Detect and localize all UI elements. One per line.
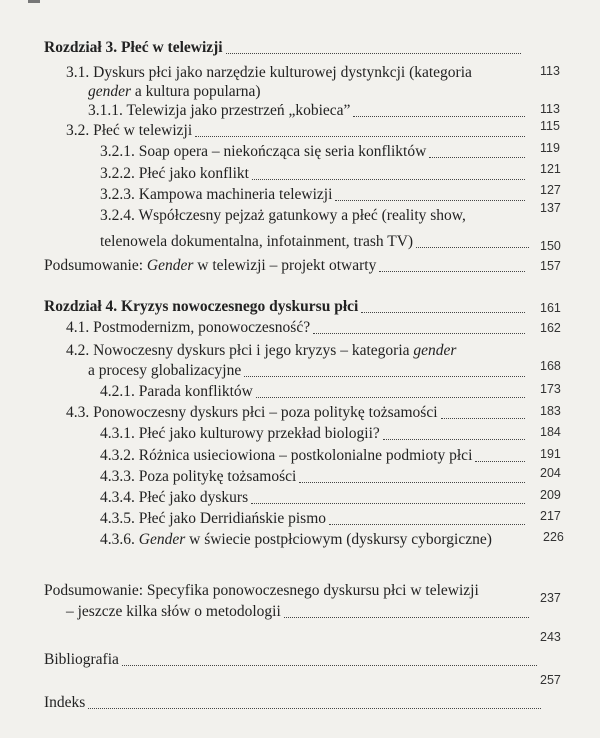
term-gender: Gender [146, 257, 194, 274]
section-title-pre: 4.2. Nowoczesny dyskurs płci i jego kryzys – kategoria [66, 342, 410, 359]
toc-title [100, 531, 492, 548]
toc-section-3-1 [66, 63, 472, 83]
summary-prefix: Podsumowanie: [44, 257, 144, 274]
page-number: 226 [543, 530, 564, 544]
page-number: 168 [540, 359, 561, 373]
page-number: 162 [540, 321, 561, 335]
toc-title-cont: a procesy globalizacyjne [88, 362, 242, 379]
toc-title: 4.3.4. Płeć jako dyskurs [100, 489, 249, 506]
toc-section-4-1 [66, 318, 528, 338]
toc-title: 3.1. Dyskurs płci jako narzędzie kulturowej dystynkcji (kategoria [66, 64, 472, 81]
toc-summary-ch3 [44, 256, 528, 276]
page-number: 204 [540, 466, 561, 480]
leader-dots [88, 708, 541, 709]
leader-dots [429, 157, 525, 158]
leader-dots [353, 116, 525, 117]
page-number: 209 [540, 488, 561, 502]
toc-chapter-3 [44, 38, 524, 58]
toc-section-3-1-cont [88, 82, 528, 102]
toc-section-3-2-1 [100, 142, 528, 162]
toc-title-rest: a kultura popularna) [134, 83, 261, 100]
leader-dots [361, 312, 525, 313]
toc-title: 4.3.5. Płeć jako Derridiańskie pismo [100, 510, 326, 527]
page-number: 119 [540, 141, 560, 155]
leader-dots [475, 461, 525, 462]
leader-dots [251, 503, 525, 504]
toc-section-4-2-cont [88, 361, 528, 381]
toc-section-3-2 [66, 121, 528, 141]
toc-summary-ch4-cont [66, 602, 532, 622]
toc-title: 4.3.2. Różnica usieciowiona – postkolonialne podmioty płci [100, 447, 473, 464]
toc-summary-ch4 [44, 581, 479, 601]
toc-section-4-3 [66, 403, 528, 423]
toc-title: Podsumowanie: Specyfika ponowoczesnego dyskursu płci w telewizji [44, 582, 479, 599]
toc-section-3-2-4 [100, 206, 466, 226]
toc-section-3-2-2 [100, 164, 528, 184]
page-number: 115 [540, 119, 560, 133]
toc-title: 3.2.4. Współczesny pejzaż gatunkowy a płeć (reality show, [100, 207, 466, 224]
toc-index [44, 693, 544, 713]
toc-section-4-3-1 [100, 424, 528, 444]
toc-section-4-3-5 [100, 509, 528, 529]
page-number: 113 [540, 102, 560, 116]
toc-title-cont: telenowela dokumentalna, infotainment, trash TV) [100, 233, 414, 250]
toc-title [44, 256, 376, 276]
leader-dots [313, 333, 525, 334]
leader-dots [195, 136, 525, 137]
section-number: 4.3.6. [100, 531, 139, 548]
leader-dots [416, 247, 529, 248]
toc-section-3-1-1 [88, 101, 528, 121]
page-number: 184 [540, 425, 561, 439]
page-number: 173 [540, 382, 561, 396]
leader-dots [256, 397, 525, 398]
page-number: 150 [540, 239, 561, 253]
leader-dots [226, 53, 521, 54]
leader-dots [441, 418, 525, 419]
leader-dots [122, 665, 537, 666]
toc-section-4-3-2 [100, 446, 528, 466]
leader-dots [244, 376, 525, 377]
section-title-rest: w świecie postpłciowym (dyskursy cyborgiczne) [189, 531, 492, 548]
term-text: Gender [138, 531, 186, 548]
toc-title: Indeks [44, 694, 86, 711]
leader-dots [252, 179, 525, 180]
page-number: 161 [540, 301, 561, 315]
page-number: 157 [540, 259, 561, 273]
page-edge-mark [28, 0, 40, 3]
leader-dots [329, 524, 525, 525]
leader-dots [299, 482, 525, 483]
leader-dots [335, 200, 525, 201]
toc-title: Rozdział 4. Kryzys nowoczesnego dyskursu płci [44, 298, 359, 315]
toc-title-cont: – jeszcze kilka słów o metodologii [66, 603, 281, 620]
toc-title: 3.2.2. Płeć jako konflikt [100, 165, 249, 182]
page-number: 113 [540, 64, 560, 78]
toc-chapter-4 [44, 297, 528, 317]
toc-title: Rozdział 3. Płeć w telewizji [44, 39, 223, 56]
toc-bibliography [44, 650, 540, 670]
page-number: 243 [540, 630, 561, 644]
toc-title [66, 342, 456, 359]
toc-section-3-2-3 [100, 185, 528, 205]
toc-section-4-3-4 [100, 488, 528, 508]
toc-section-4-2-1 [100, 382, 528, 402]
toc-title: 4.3.3. Poza politykę tożsamości [100, 468, 297, 485]
page-number: 237 [540, 591, 561, 605]
toc-title-cont [88, 82, 261, 102]
leader-dots [383, 439, 525, 440]
toc-title: 3.2.3. Kampowa machineria telewizji [100, 186, 333, 203]
toc-title: 4.1. Postmodernizm, ponowoczesność? [66, 319, 311, 336]
page-number: 127 [540, 183, 561, 197]
toc-section-3-2-4-cont [100, 232, 532, 252]
page-number: 217 [540, 509, 561, 523]
summary-rest: w telewizji – projekt otwarty [197, 257, 377, 274]
toc-title: 3.1.1. Telewizja jako przestrzeń „kobieca” [88, 102, 351, 119]
toc-title: 4.2.1. Parada konfliktów [100, 383, 253, 400]
leader-dots [284, 617, 529, 618]
toc-section-4-2 [66, 341, 456, 361]
page-number: 121 [540, 162, 561, 176]
toc-title: 3.2.1. Soap opera – niekończąca się seria konfliktów [100, 143, 427, 160]
leader-dots [379, 271, 525, 272]
toc-title: 3.2. Płeć w telewizji [66, 122, 193, 139]
page-number: 191 [540, 447, 561, 461]
toc-section-4-3-3 [100, 467, 528, 487]
page-number: 257 [540, 673, 561, 687]
term-gender: gender [88, 83, 132, 100]
toc-title: 4.3.1. Płeć jako kulturowy przekład biologii? [100, 425, 380, 442]
toc-section-4-3-6 [100, 530, 492, 550]
page-number: 183 [540, 404, 561, 418]
page-number: 137 [540, 201, 561, 215]
term-gender: gender [413, 342, 457, 359]
toc-title: 4.3. Ponowoczesny dyskurs płci – poza politykę tożsamości [66, 404, 438, 421]
term-gender [100, 531, 185, 548]
toc-title: Bibliografia [44, 651, 119, 668]
